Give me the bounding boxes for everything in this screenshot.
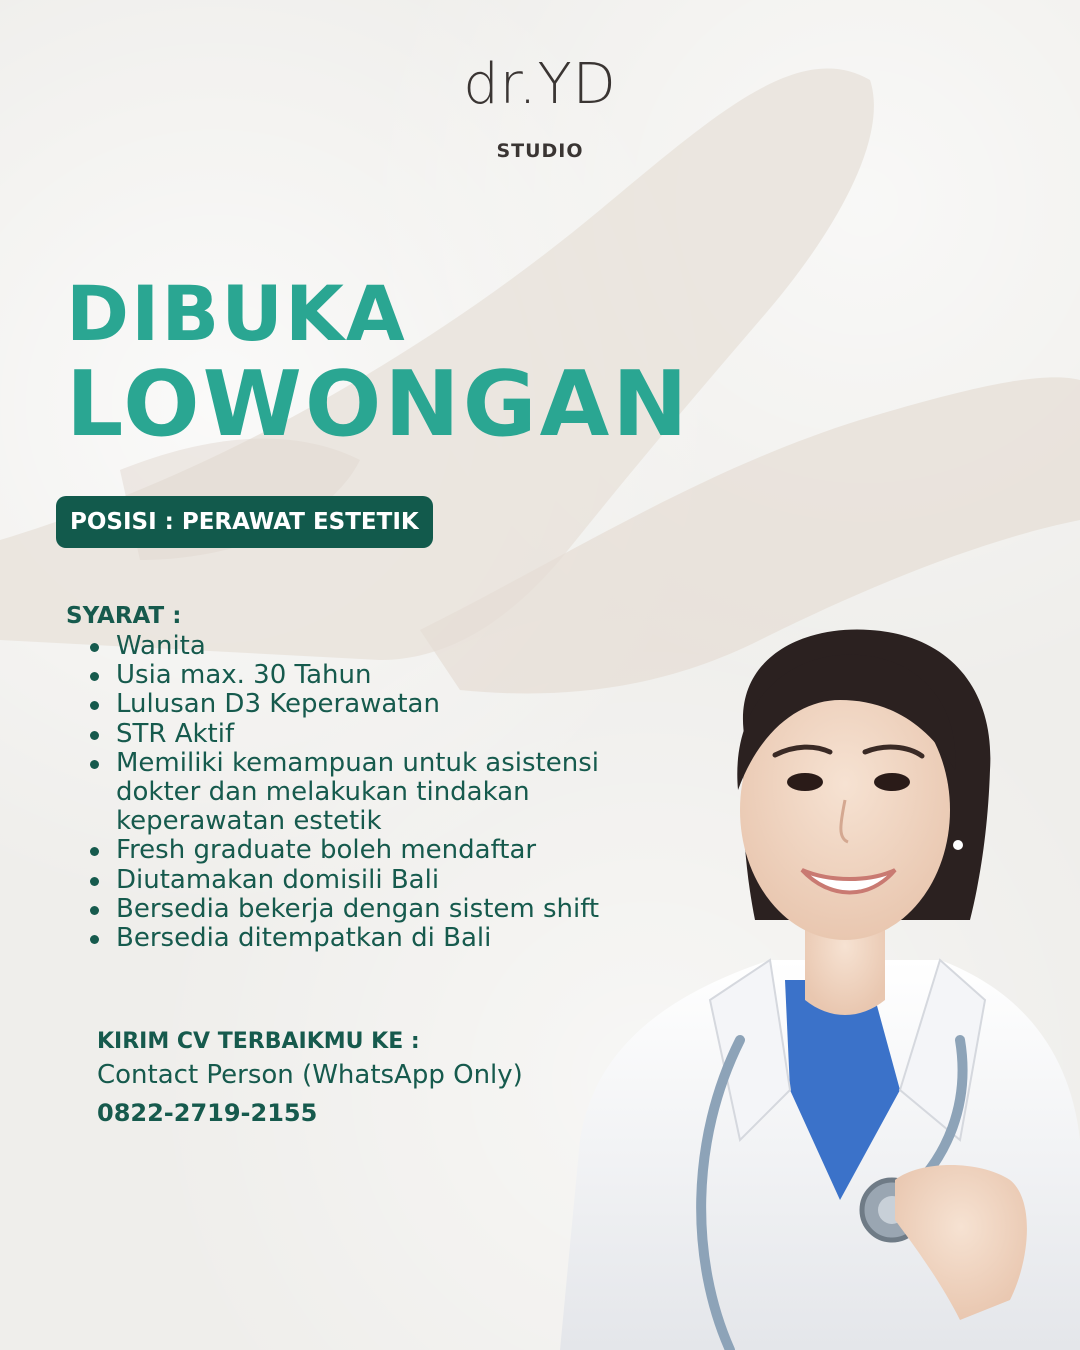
brand-logo-name: dr.YD bbox=[463, 52, 617, 117]
nurse-photo bbox=[540, 620, 1080, 1350]
requirement-item: Usia max. 30 Tahun bbox=[84, 661, 684, 690]
requirement-item: Memiliki kemampuan untuk asistensi dokter dan melakukan tindakan keperawatan estetik bbox=[84, 749, 684, 837]
contact-phone-number: 0822-2719-2155 bbox=[97, 1099, 318, 1127]
requirement-item: Bersedia ditempatkan di Bali bbox=[84, 924, 684, 953]
position-badge-label: POSISI : PERAWAT ESTETIK bbox=[70, 509, 419, 535]
contact-person-label: Contact Person (WhatsApp Only) bbox=[97, 1060, 523, 1090]
send-cv-title: KIRIM CV TERBAIKMU KE : bbox=[97, 1029, 420, 1054]
position-badge bbox=[56, 496, 433, 548]
headline-line-2: LOWONGAN bbox=[66, 352, 691, 457]
requirements-title: SYARAT : bbox=[66, 603, 182, 629]
headline-line-1: DIBUKA bbox=[66, 269, 407, 358]
requirement-item: Wanita bbox=[84, 632, 684, 661]
brand-logo-subtitle: STUDIO bbox=[496, 140, 584, 162]
requirement-item: Fresh graduate boleh mendaftar bbox=[84, 836, 684, 865]
requirement-item: Bersedia bekerja dengan sistem shift bbox=[84, 895, 684, 924]
requirement-item: Lulusan D3 Keperawatan bbox=[84, 690, 684, 719]
requirement-item: Diutamakan domisili Bali bbox=[84, 866, 684, 895]
requirement-item: STR Aktif bbox=[84, 720, 684, 749]
